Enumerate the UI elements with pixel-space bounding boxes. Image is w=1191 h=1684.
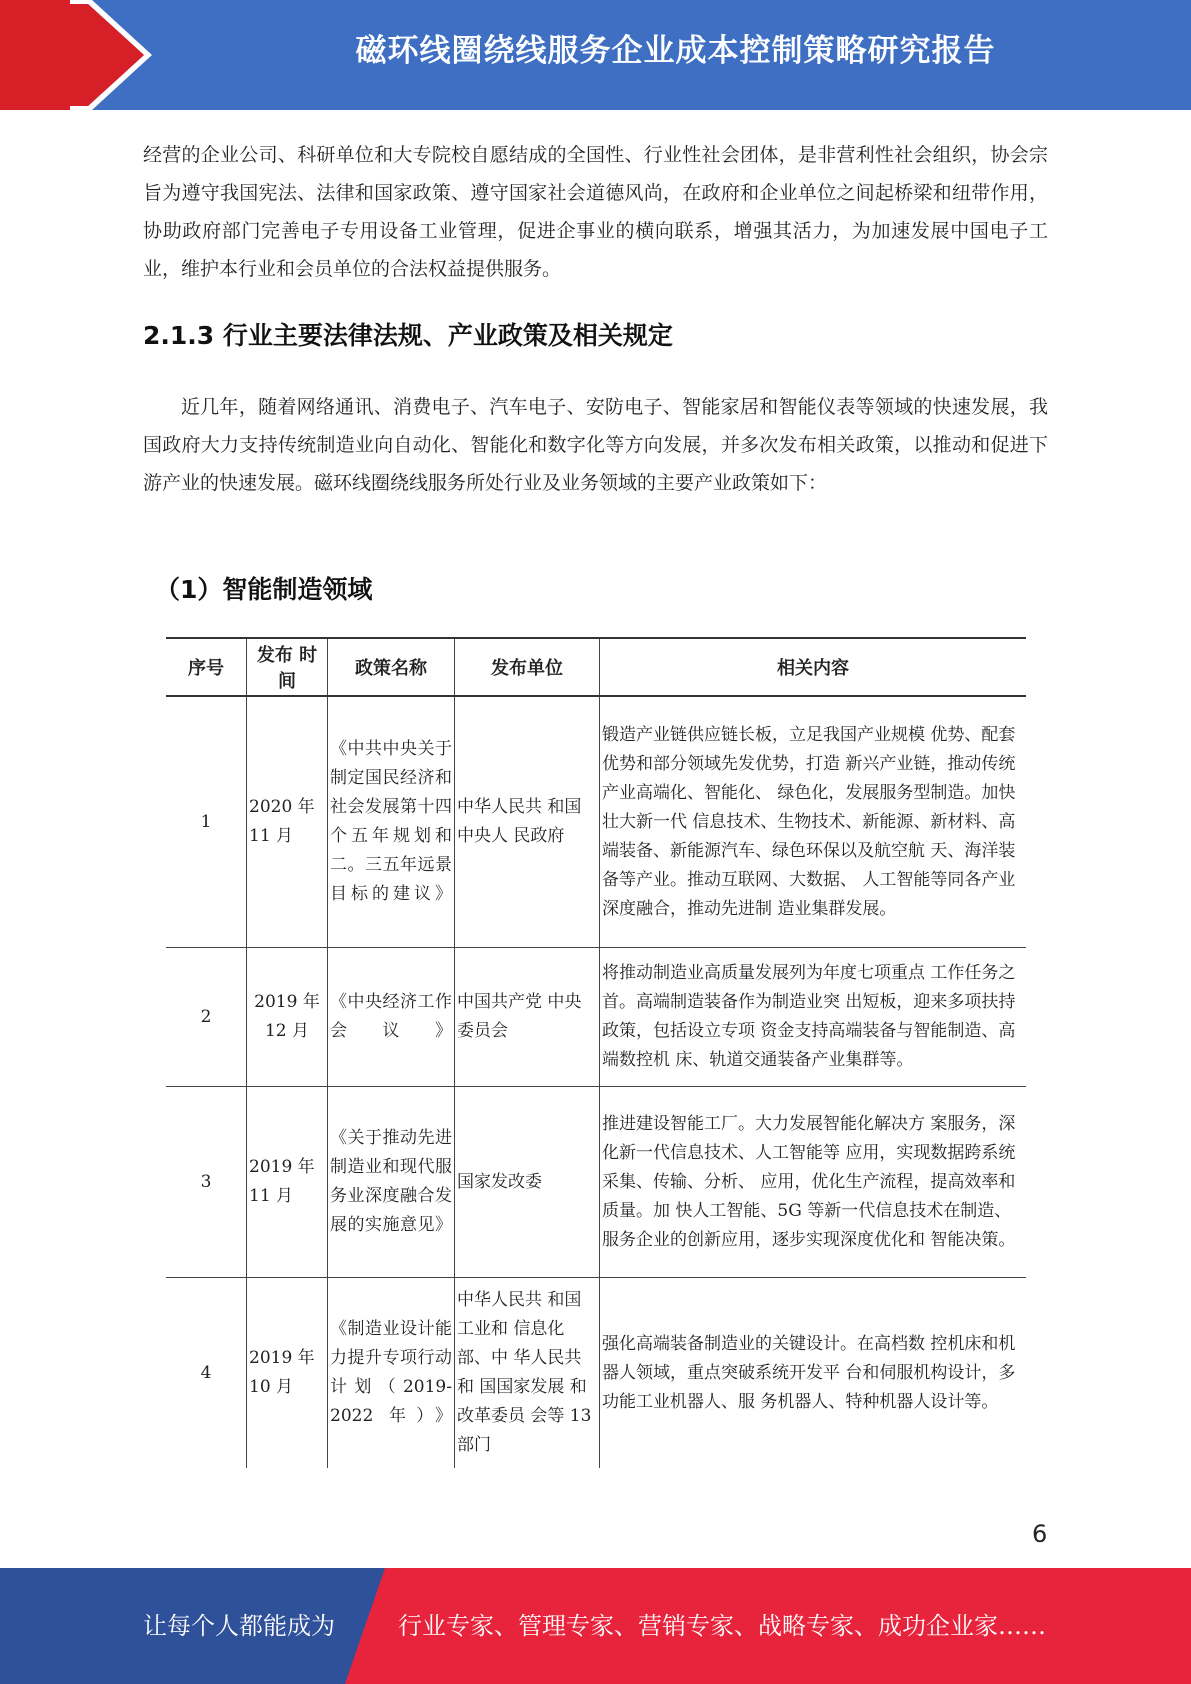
header-no: 序号 xyxy=(166,638,247,696)
table-header-row xyxy=(166,638,1026,696)
row-no: 2 xyxy=(166,948,247,1087)
table-row xyxy=(166,1087,1026,1278)
table-row xyxy=(166,948,1026,1087)
footer-slogan-right: 行业专家、管理专家、营销专家、战略专家、成功企业家…… xyxy=(398,1612,1046,1640)
row-policy-name: 《关于推动先进制造业和现代服务业深度融合发展的实施意见》 xyxy=(328,1087,455,1278)
row-date: 2019 年 10 月 xyxy=(247,1278,328,1469)
header-content: 相关内容 xyxy=(600,638,1027,696)
header-date: 发布 时间 xyxy=(247,638,328,696)
row-unit: 中国共产党 中央委员会 xyxy=(455,948,600,1087)
row-no: 1 xyxy=(166,696,247,948)
footer-slogan-left: 让每个人都能成为 xyxy=(143,1612,335,1640)
subsection-heading: （1）智能制造领域 xyxy=(155,575,373,604)
table-row xyxy=(166,696,1026,948)
footer-banner xyxy=(0,1568,1191,1684)
report-title: 磁环线圈绕线服务企业成本控制策略研究报告 xyxy=(355,33,996,69)
row-content: 推进建设智能工厂。大力发展智能化解决方 案服务，深化新一代信息技术、人工智能等 应用，实现数据跨系统采集、传输、分析、 应用，优化生产流程，提高效率和质量。加 快人工智能、5G 等新一代信息技术在制造、 服务企业的创新应用，逐步实现深度优化和 智能决策。 xyxy=(600,1087,1027,1278)
row-content: 将推动制造业高质量发展列为年度七项重点 工作任务之首。高端制造装备作为制造业突 出短板，迎来多项扶持政策，包括设立专项 资金支持高端装备与智能制造、高端数控机 床、轨道交通装备产业集群等。 xyxy=(600,948,1027,1087)
header-red-accent xyxy=(0,0,70,110)
row-unit: 中华人民共 和国工业和 信息化部、中 华人民共和 国国家发展 和改革委员 会等 13 部门 xyxy=(455,1278,600,1469)
row-date: 2019 年 11 月 xyxy=(247,1087,328,1278)
footer-blue-wedge xyxy=(345,1568,385,1684)
section-paragraph: 近几年，随着网络通讯、消费电子、汽车电子、安防电子、智能家居和智能仪表等领域的快速发展，我国政府大力支持传统制造业向自动化、智能化和数字化等方向发展，并多次发布相关政策，以推动和促进下游产业的快速发展。磁环线圈绕线服务所处行业及业务领域的主要产业政策如下： xyxy=(143,396,1048,494)
row-policy-name: 《制造业设计能力提升专项行动计划（2019-2022 年）》 xyxy=(328,1278,455,1469)
row-policy-name: 《中央经济工作会议》 xyxy=(328,948,455,1087)
row-unit: 中华人民共 和国中央人 民政府 xyxy=(455,696,600,948)
row-unit: 国家发改委 xyxy=(455,1087,600,1278)
row-no: 4 xyxy=(166,1278,247,1469)
row-content: 锻造产业链供应链长板，立足我国产业规模 优势、配套优势和部分领域先发优势，打造 新兴产业链，推动传统产业高端化、智能化、 绿色化，发展服务型制造。加快壮大新一代 信息技术、生物技术、新能源、新材料、高 端装备、新能源汽车、绿色环保以及航空航 天、海洋装备等产业。推动互联网、大数据、 人工智能等同各产业深度融合，推动先进制 造业集群发展。 xyxy=(600,696,1027,948)
row-no: 3 xyxy=(166,1087,247,1278)
row-date: 2019 年 12 月 xyxy=(247,948,328,1087)
page-number: 6 xyxy=(1032,1520,1048,1548)
policy-table xyxy=(166,637,1026,1468)
header-chevron-icon xyxy=(70,0,160,110)
row-policy-name: 《中共中央关于制定国民经济和社会发展第十四个五年规划和二。三五年远景目标的建议》 xyxy=(328,696,455,948)
header-policy-name: 政策名称 xyxy=(328,638,455,696)
header-unit: 发布单位 xyxy=(455,638,600,696)
header-banner xyxy=(0,0,1191,110)
row-content: 强化高端装备制造业的关键设计。在高档数 控机床和机器人领域，重点突破系统开发平 台和伺服机构设计，多功能工业机器人、服 务机器人、特种机器人设计等。 xyxy=(600,1278,1027,1469)
row-date: 2020 年 11 月 xyxy=(247,696,328,948)
table-row xyxy=(166,1278,1026,1469)
intro-paragraph: 经营的企业公司、科研单位和大专院校自愿结成的全国性、行业性社会团体，是非营利性社会组织，协会宗旨为遵守我国宪法、法律和国家政策、遵守国家社会道德风尚，在政府和企业单位之间起桥梁和纽带作用，协助政府部门完善电子专用设备工业管理，促进企事业的横向联系，增强其活力，为加速发展中国电子工业，维护本行业和会员单位的合法权益提供服务。 xyxy=(143,144,1048,280)
section-heading: 2.1.3 行业主要法律法规、产业政策及相关规定 xyxy=(143,321,673,350)
